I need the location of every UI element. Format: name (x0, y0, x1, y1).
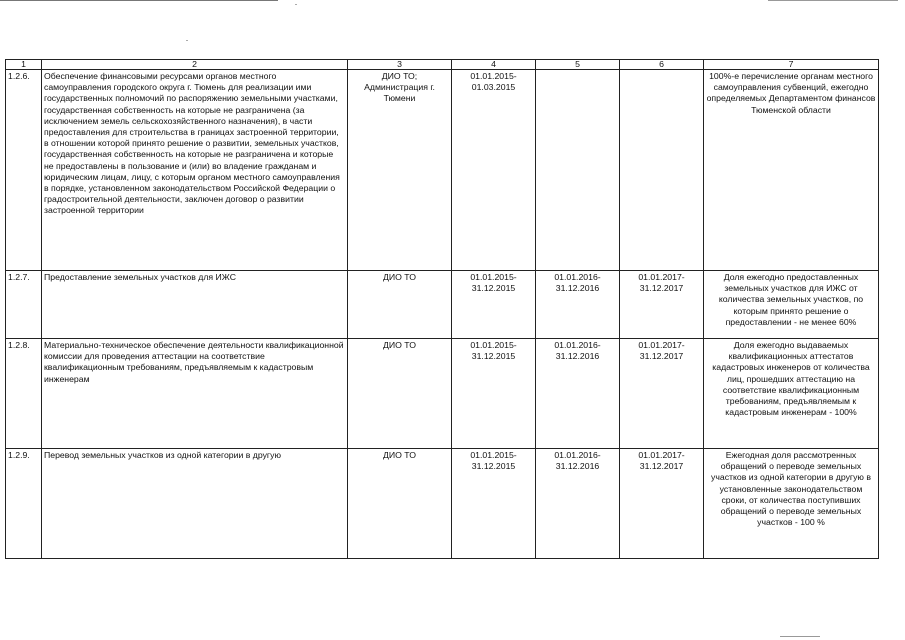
table-row (6, 449, 879, 559)
row-executor: ДИО ТО (348, 271, 452, 339)
row-period-2017: 01.01.2017-31.12.2017 (620, 271, 704, 339)
table-row (6, 339, 879, 449)
row-executor: ДИО ТО (348, 339, 452, 449)
scan-speck (186, 40, 188, 41)
row-period-2015: 01.01.2015-01.03.2015 (452, 70, 536, 271)
col-header-7: 7 (704, 60, 879, 70)
col-header-4: 4 (452, 60, 536, 70)
col-header-5: 5 (536, 60, 620, 70)
col-header-3: 3 (348, 60, 452, 70)
row-result: 100%-е перечисление органам местного самоуправления субвенций, ежегодно определяемых Департаментом финансов Тюменской области (704, 70, 879, 271)
row-description: Обеспечение финансовыми ресурсами органов местного самоуправления городского округа г. Тюмень для реализации ими государственных полномочий по распоряжению земельными участками, государственная собственность на которые не разграничена (за исключением земель сельскохозяйственного назначения), в части предоставления для строительства в границах застроенной территории, в отношении которой принято решение о развитии, земельных участков, государственная собственность на которые не разграничена и которые не предоставлены в пользование и (или) во владение гражданам и юридическим лицам, лицу, с которым органом местного самоуправления в порядке, установленном законодательством Российской Федерации о градостроительной деятельности, заключен договор о развитии застроенной территории (42, 70, 348, 271)
row-number: 1.2.7. (6, 271, 42, 339)
table-row (6, 70, 879, 271)
row-period-2017 (620, 70, 704, 271)
row-result: Ежегодная доля рассмотренных обращений о переводе земельных участков из одной категории в другую в установленные законодательством сроки, от количества поступивших обращений о переводе земельных участков - 100 % (704, 449, 879, 559)
row-executor: ДИО ТО (348, 449, 452, 559)
row-number: 1.2.9. (6, 449, 42, 559)
col-header-6: 6 (620, 60, 704, 70)
row-period-2016: 01.01.2016-31.12.2016 (536, 449, 620, 559)
row-number: 1.2.6. (6, 70, 42, 271)
row-description: Перевод земельных участков из одной категории в другую (42, 449, 348, 559)
row-result: Доля ежегодно выдаваемых квалификационных аттестатов кадастровых инженеров от количества лиц, прошедших аттестацию на соответствие квалификационным требованиям, предъявляемым к кадастровым инженерам - 100% (704, 339, 879, 449)
row-number: 1.2.8. (6, 339, 42, 449)
row-executor: ДИО ТО; Администрация г. Тюмени (348, 70, 452, 271)
row-period-2015: 01.01.2015-31.12.2015 (452, 449, 536, 559)
table-row (6, 271, 879, 339)
row-period-2017: 01.01.2017-31.12.2017 (620, 339, 704, 449)
measures-table (5, 59, 879, 559)
row-description: Материально-техническое обеспечение деятельности квалификационной комиссии для проведения аттестации на соответствие квалификационным требованиям, предъявляемым к кадастровым инженерам (42, 339, 348, 449)
row-description: Предоставление земельных участков для ИЖС (42, 271, 348, 339)
row-period-2016 (536, 70, 620, 271)
scan-top-line (0, 0, 278, 1)
row-result: Доля ежегодно предоставленных земельных участков для ИЖС от количества земельных участков, по которым принято решение о предоставлении - не менее 60% (704, 271, 879, 339)
col-header-1: 1 (6, 60, 42, 70)
row-period-2016: 01.01.2016-31.12.2016 (536, 271, 620, 339)
scan-bottom-mark (780, 636, 820, 637)
row-period-2017: 01.01.2017-31.12.2017 (620, 449, 704, 559)
col-header-2: 2 (42, 60, 348, 70)
row-period-2015: 01.01.2015-31.12.2015 (452, 339, 536, 449)
scan-speck (295, 4, 297, 5)
header-row (6, 60, 879, 70)
row-period-2015: 01.01.2015-31.12.2015 (452, 271, 536, 339)
scan-top-line-right (768, 0, 898, 1)
row-period-2016: 01.01.2016-31.12.2016 (536, 339, 620, 449)
